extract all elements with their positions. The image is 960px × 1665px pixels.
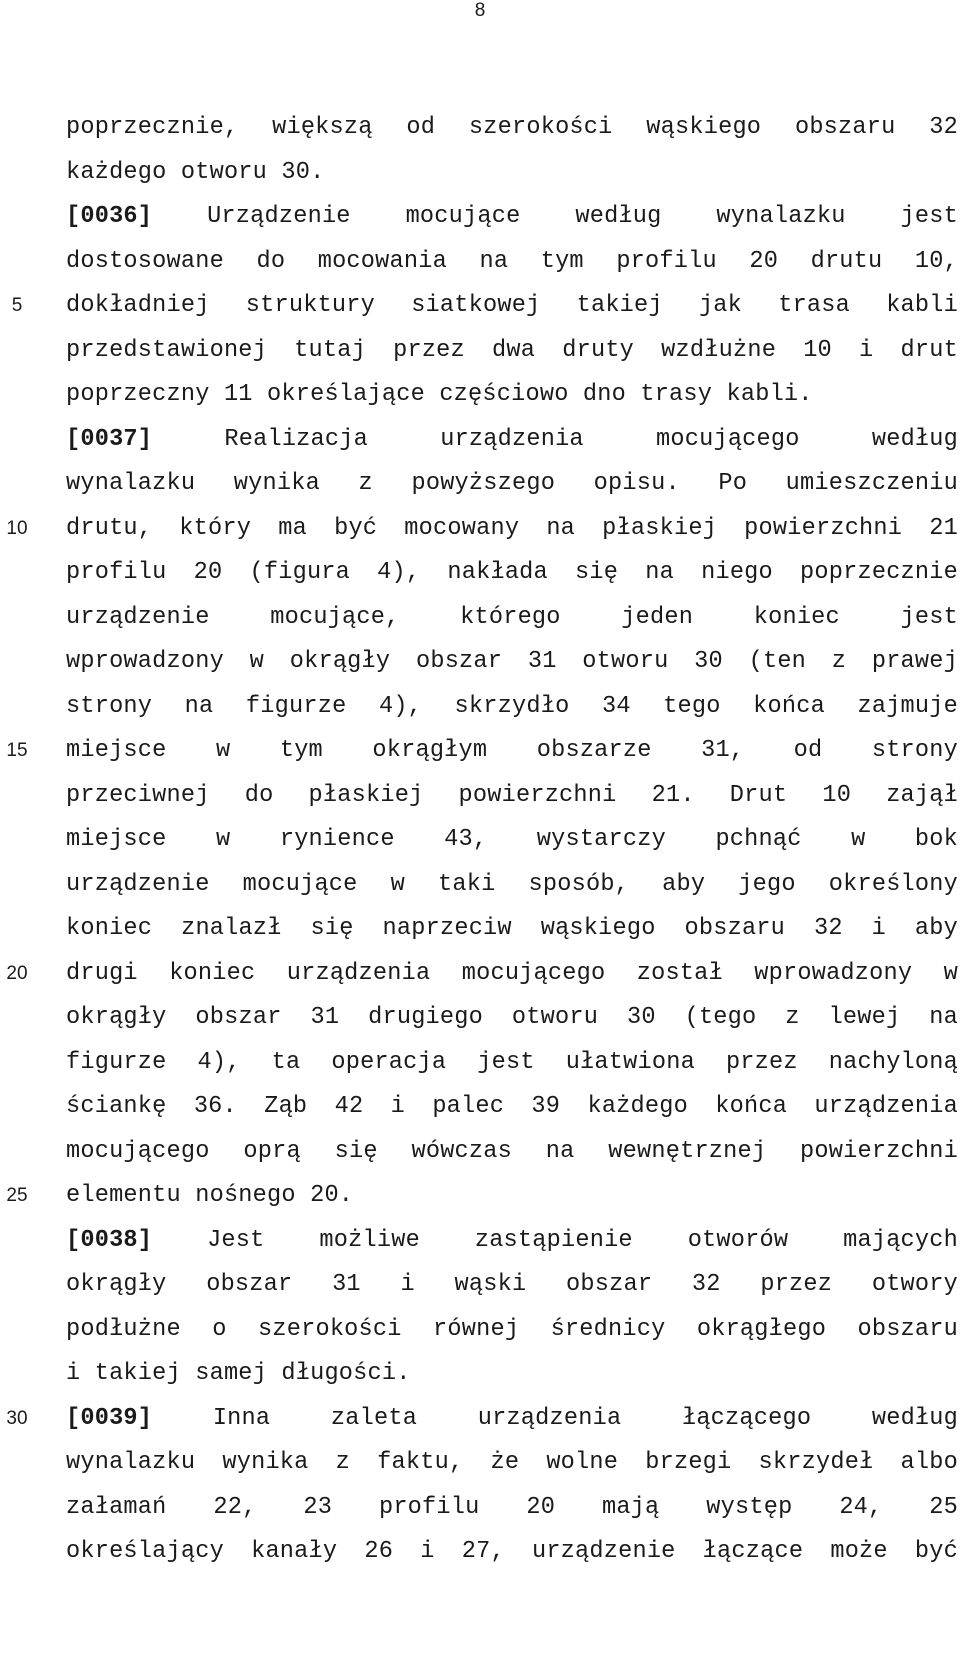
text-segment: poprzeczny 11 określające częściowo dno trasy kabli. (66, 381, 813, 408)
line-number-marker: 20 (6, 962, 28, 984)
text-line (66, 994, 958, 1042)
text-segment: dokładniej struktury siatkowej takiej jak trasa kabli (66, 292, 958, 319)
text-segment: urządzenie mocujące, którego jeden koniec jest (66, 603, 958, 631)
text-line (66, 772, 958, 820)
text-segment: każdego otworu 30. (66, 158, 325, 186)
text-line (66, 460, 958, 508)
paragraph-number: [0039] (66, 1404, 153, 1432)
paragraph-number: [0037] (66, 425, 153, 453)
text-line (66, 1350, 958, 1398)
text-segment: strony na figurze 4), skrzydło 34 tego końca zajmuje (66, 692, 958, 720)
text-segment: dostosowane do mocowania na tym profilu 20 drutu 10, (66, 247, 958, 275)
text-segment: mocującego oprą się wówczas na wewnętrznej powierzchni (66, 1137, 958, 1165)
text-line (66, 193, 958, 241)
text-line (66, 1528, 958, 1576)
text-segment: ściankę 36. Ząb 42 i palec 39 każdego końca urządzenia (66, 1093, 958, 1120)
text-segment: przedstawionej tutaj przez dwa druty wzdłużne 10 i drut (66, 336, 958, 364)
text-segment: elementu nośnego 20. (66, 1182, 354, 1209)
text-segment: podłużne o szerokości równej średnicy okrągłego obszaru (66, 1315, 958, 1343)
text-line (66, 816, 958, 864)
text-line (66, 594, 958, 642)
text-line (66, 1217, 958, 1265)
text-segment: Inna zaleta urządzenia łączącego według (152, 1404, 958, 1432)
text-segment: określający kanały 26 i 27, urządzenie łączące może być (66, 1538, 958, 1565)
text-segment: miejsce w tym okrągłym obszarze 31, od strony (66, 737, 958, 764)
text-segment: poprzecznie, większą od szerokości wąskiego obszaru 32 (66, 114, 958, 141)
text-line (66, 505, 958, 553)
text-segment: wprowadzony w okrągły obszar 31 otworu 30 (ten z prawej (66, 648, 958, 675)
text-segment: figurze 4), ta operacja jest ułatwiona przez nachyloną (66, 1048, 958, 1076)
text-segment: drutu, który ma być mocowany na płaskiej powierzchni 21 (66, 514, 958, 542)
text-line (66, 1172, 958, 1220)
text-line (66, 1039, 958, 1087)
text-segment: Realizacja urządzenia mocującego według (152, 425, 958, 453)
text-segment: wynalazku wynika z faktu, że wolne brzegi skrzydeł albo (66, 1449, 958, 1476)
paragraph-number: [0038] (66, 1226, 153, 1254)
text-segment: miejsce w rynience 43, wystarczy pchnąć w bok (66, 826, 958, 853)
text-line (66, 1261, 958, 1309)
paragraph-number: [0036] (66, 203, 153, 230)
text-line (66, 1439, 958, 1487)
text-line (66, 1128, 958, 1176)
text-segment: wynalazku wynika z powyższego opisu. Po umieszczeniu (66, 470, 958, 497)
text-line (66, 1484, 958, 1532)
text-line (66, 327, 958, 375)
line-number-marker: 25 (6, 1185, 28, 1206)
text-line (66, 861, 958, 909)
text-line (66, 549, 958, 597)
text-segment: koniec znalazł się naprzeciw wąskiego obszaru 32 i aby (66, 915, 958, 942)
text-line (66, 282, 958, 330)
text-line (66, 683, 958, 731)
line-number-marker: 30 (6, 1407, 28, 1429)
line-number-marker: 10 (6, 517, 28, 539)
text-line (66, 416, 958, 464)
text-line (66, 149, 958, 197)
text-line (66, 238, 958, 286)
page-number: 8 (474, 0, 486, 21)
text-segment: okrągły obszar 31 drugiego otworu 30 (tego z lewej na (66, 1004, 958, 1031)
text-line (66, 638, 958, 686)
text-line (66, 1395, 958, 1443)
text-line (66, 1083, 958, 1131)
text-segment: profilu 20 (figura 4), nakłada się na niego poprzecznie (66, 559, 958, 586)
text-segment: i takiej samej długości. (66, 1360, 411, 1387)
text-segment: załamań 22, 23 profilu 20 mają występ 24, 25 (66, 1493, 958, 1521)
text-line (66, 950, 958, 998)
text-segment: okrągły obszar 31 i wąski obszar 32 przez otwory (66, 1271, 958, 1298)
text-line (66, 1306, 958, 1354)
line-number-marker: 15 (6, 740, 28, 761)
text-segment: przeciwnej do płaskiej powierzchni 21. Drut 10 zajął (66, 781, 958, 809)
text-line (66, 371, 958, 419)
text-line (66, 905, 958, 953)
text-segment: urządzenie mocujące w taki sposób, aby jego określony (66, 870, 958, 898)
line-number-marker: 5 (11, 295, 23, 316)
text-segment: Jest możliwe zastąpienie otworów mających (152, 1226, 958, 1254)
text-line (66, 727, 958, 775)
text-segment: drugi koniec urządzenia mocującego został wprowadzony w (66, 959, 958, 987)
text-segment: Urządzenie mocujące według wynalazku jest (152, 203, 958, 230)
text-line (66, 104, 958, 152)
